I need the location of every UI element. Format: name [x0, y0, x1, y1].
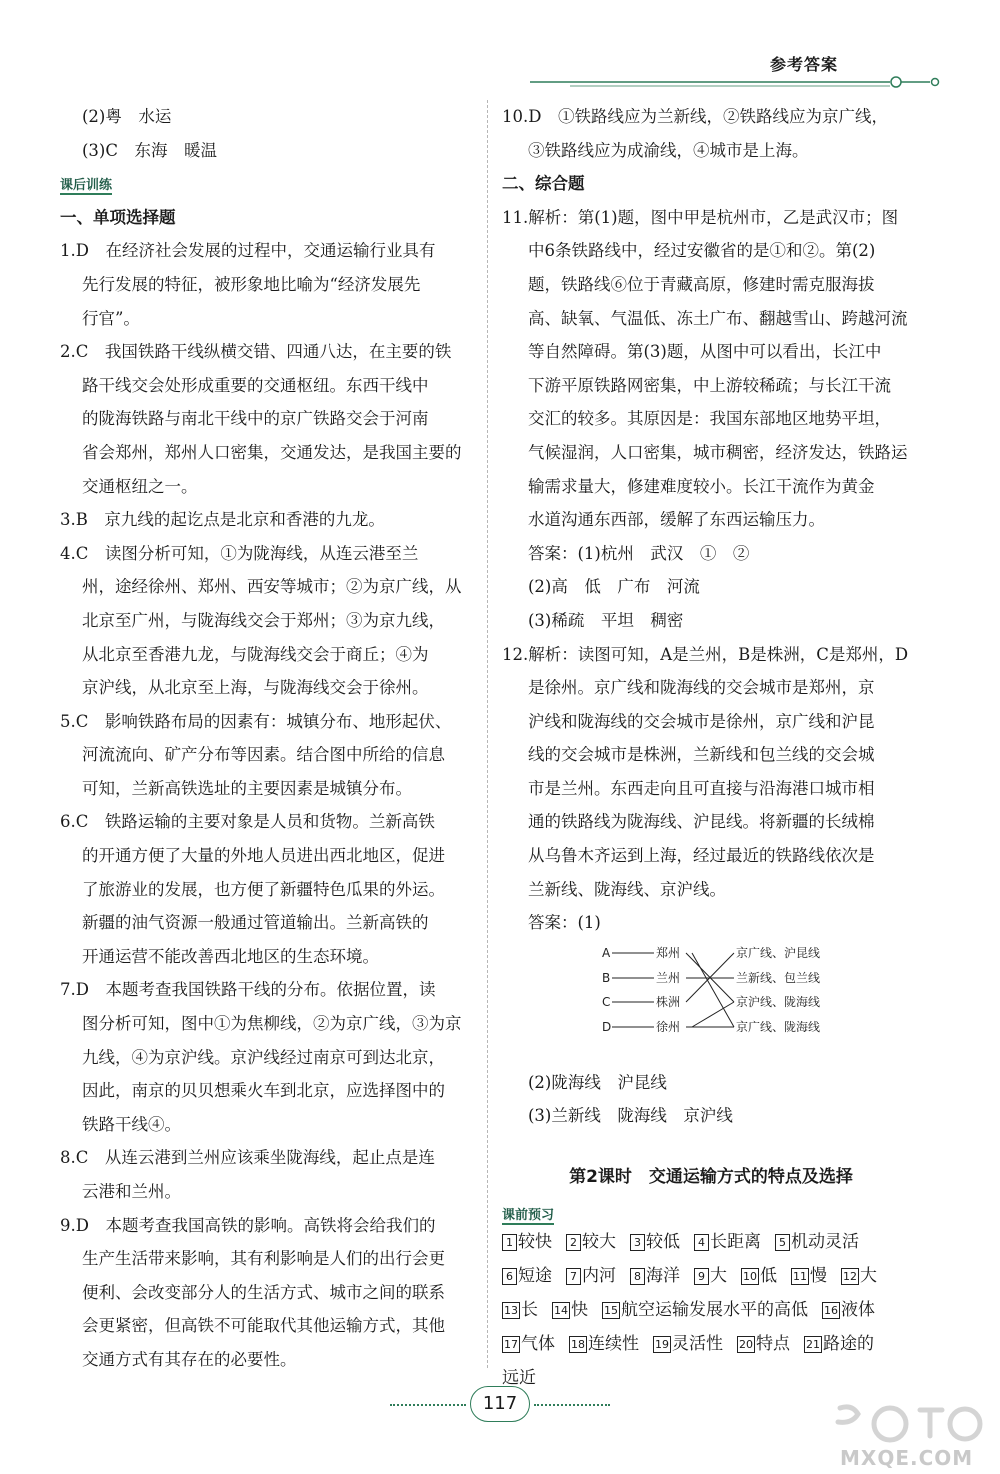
text-line: 从北京至香港九龙，与陇海线交会于商丘；④为 [82, 644, 429, 664]
preview-answer [566, 1266, 616, 1286]
answer-number-box: 10 [743, 1270, 757, 1284]
answer-number-box: 3 [630, 1234, 645, 1251]
preview-answer [502, 1266, 552, 1286]
text-line: 开通运营不能改善西北地区的生态环境。 [82, 946, 379, 966]
preview-answer [694, 1266, 727, 1286]
text-line: 京沪线，从北京至上海，与陇海线交会于徐州。 [82, 678, 429, 698]
text-line: 11.解析：第(1)题，图中甲是杭州市，乙是武汉市；图 [502, 207, 899, 227]
text-line: 了旅游业的发展，也方便了新疆特色瓜果的外运。 [82, 879, 445, 899]
text-line: 交通方式有其存在的必要性。 [82, 1349, 297, 1369]
preview-row [502, 1259, 920, 1293]
preview-row [502, 1327, 920, 1361]
answer-number-box: 6 [502, 1268, 517, 1285]
text-line: 9.D 本题考查我国高铁的影响。高铁将会给我们的 [60, 1215, 436, 1235]
answer-text: 路途的 [823, 1334, 874, 1355]
text-line: (3)稀疏 平坦 稠密 [528, 610, 684, 630]
right-column [502, 100, 920, 1395]
watermark-text: MXQE.COM [840, 1446, 974, 1470]
answer-number-box: 16 [824, 1304, 838, 1318]
answer-number-box: 20 [739, 1338, 753, 1352]
answer-text: 灵活性 [672, 1334, 723, 1355]
diagram-city: 郑州 [656, 945, 681, 960]
preview-answer [841, 1266, 877, 1286]
text-line: 3.B 京九线的起讫点是北京和香港的九龙。 [60, 510, 385, 530]
answer-number-box: 13 [504, 1304, 518, 1318]
text-line: 北京至广州，与陇海线交会于郑州；③为京九线， [82, 610, 445, 630]
diagram-city: 兰州 [656, 970, 681, 985]
preview-answer [552, 1300, 588, 1320]
answer-number-box: 5 [775, 1234, 790, 1251]
text-line: 路干线交会处形成重要的交通枢纽。东西干线中 [82, 375, 429, 395]
answer-text: 气体 [521, 1334, 555, 1355]
text-line: 州，途经徐州、郑州、西安等城市；②为京广线，从 [82, 577, 462, 597]
preview-tail: 远近 [502, 1368, 536, 1389]
preview-answer [630, 1266, 680, 1286]
answer-number-box: 12 [843, 1270, 857, 1284]
right-column-after-diagram [502, 1066, 920, 1133]
page-number-dots-right [534, 1404, 610, 1406]
text-line: 题，铁路线⑥位于青藏高原，修建时需克服海拔 [528, 274, 875, 294]
answer-text: 较低 [646, 1232, 680, 1253]
answer-text: 连续性 [588, 1334, 639, 1355]
match-diagram [502, 940, 920, 1066]
text-line: 新疆的油气资源一般通过管道输出。兰新高铁的 [82, 913, 429, 933]
answer-number-box: 9 [694, 1268, 709, 1285]
preview-answer [502, 1300, 538, 1320]
text-line: 会更紧密，但高铁不可能取代其他运输方式，其他 [82, 1316, 445, 1336]
answer-number-box: 17 [504, 1338, 518, 1352]
answer-text: 长距离 [710, 1232, 761, 1253]
diagram-city: 株洲 [656, 994, 681, 1009]
diagram-line-pair: 京广线、陇海线 [736, 1019, 821, 1034]
text-line: (2)粤 水运 [82, 107, 172, 126]
text-line: 可知，兰新高铁选址的主要因素是城镇分布。 [82, 778, 412, 798]
text-line: 图分析可知，图中①为焦柳线，②为京广线，③为京 [82, 1014, 462, 1034]
answer-text: 大 [860, 1266, 877, 1287]
text-line: 水道沟通东西部，缓解了东西运输压力。 [528, 510, 825, 530]
diagram-line-pair: 京沪线、陇海线 [736, 994, 821, 1009]
text-line: 下游平原铁路网密集，中上游较稀疏；与长江干流 [528, 375, 891, 395]
preview-answer [741, 1266, 777, 1286]
text-line: 12.解析：读图可知，A是兰州，B是株洲，C是郑州，D [502, 644, 909, 664]
answer-text: 短途 [518, 1266, 552, 1287]
answer-text: 航空运输发展水平的高低 [621, 1300, 808, 1321]
diagram-letter: B [602, 970, 611, 985]
text-line: 先行发展的特征，被形象地比喻为“经济发展先 [82, 274, 421, 294]
answer-text: 慢 [810, 1266, 827, 1287]
text-line: ③铁路线应为成渝线，④城市是上海。 [528, 140, 809, 160]
answer-text: 大 [710, 1266, 727, 1287]
preview-answer [502, 1232, 552, 1252]
answer-text: 快 [571, 1300, 588, 1321]
diagram-letter: A [602, 945, 611, 960]
header-decoration [530, 70, 950, 94]
text-line: 河流流向、矿产分布等因素。结合图中所给的信息 [82, 745, 445, 765]
section-subtag: 课前预习 [502, 1201, 554, 1225]
text-line: (2)陇海线 沪昆线 [528, 1072, 667, 1092]
answer-text: 较大 [582, 1232, 616, 1253]
text-line: 气候湿润，人口密集，城市稠密，经济发达，铁路运 [528, 442, 908, 462]
diagram-line-pair: 兰新线、包兰线 [736, 970, 821, 985]
text-line: (3)C 东海 暖温 [82, 140, 217, 160]
left-column [60, 100, 472, 1377]
answer-number-box: 8 [630, 1268, 645, 1285]
section-title: 第2课时 交通运输方式的特点及选择 [569, 1167, 853, 1188]
answer-number-box: 7 [566, 1268, 581, 1285]
text-line: 8.C 从连云港到兰州应该乘坐陇海线，起止点是连 [60, 1148, 435, 1168]
text-line: 九线，④为京沪线。京沪线经过南京可到达北京， [82, 1047, 445, 1067]
answer-number-box: 11 [793, 1270, 807, 1284]
preview-answer [737, 1334, 790, 1354]
text-line: 因此，南京的贝贝想乘火车到北京，应选择图中的 [82, 1081, 445, 1101]
answer-text: 特点 [756, 1334, 790, 1355]
answer-number-box: 4 [694, 1234, 709, 1251]
text-line: 省会郑州，郑州人口密集，交通发达，是我国主要的 [82, 442, 462, 462]
answer-text: 较快 [518, 1232, 552, 1253]
answer-text: 液体 [841, 1300, 875, 1321]
text-line: 5.C 影响铁路布局的因素有：城镇分布、地形起伏、 [60, 711, 452, 731]
text-line: 2.C 我国铁路干线纵横交错、四通八达，在主要的铁 [60, 342, 452, 362]
text-line: (3)兰新线 陇海线 京沪线 [528, 1106, 733, 1126]
text-line: 是徐州。京广线和陇海线的交会城市是郑州，京 [528, 678, 875, 698]
preview-row [502, 1293, 920, 1327]
answer-text: 内河 [582, 1266, 616, 1287]
preview-answer [569, 1334, 639, 1354]
answer-text: 海洋 [646, 1266, 680, 1287]
page-number-dots-left [390, 1404, 466, 1406]
text-line: 交通枢纽之一。 [82, 476, 198, 496]
text-line: 输需求量大，修建难度较小。长江干流作为黄金 [528, 476, 875, 496]
column-divider [487, 100, 488, 1368]
text-line: 生产生活带来影响，其有利影响是人们的出行会更 [82, 1249, 445, 1269]
section-subtag: 课后训练 [60, 171, 112, 195]
preview-answer [566, 1232, 616, 1252]
preview-answer [653, 1334, 723, 1354]
diagram-letter: D [602, 1019, 612, 1034]
preview-answer [775, 1232, 859, 1252]
text-line: 市是兰州。东西走向且可直接与沿海港口城市相 [528, 778, 875, 798]
text-line: 等自然障碍。第(3)题，从图中可以看出，长江中 [528, 342, 882, 362]
answer-text: 长 [521, 1300, 538, 1321]
diagram-letter: C [602, 994, 611, 1009]
text-line: 铁路干线④。 [82, 1114, 181, 1134]
answer-number-box: 2 [566, 1234, 581, 1251]
text-line: 高、缺氧、气温低、冻土广布、翻越雪山、跨越河流 [528, 308, 908, 328]
preview-answer [502, 1334, 555, 1354]
answer-number-box: 21 [806, 1338, 820, 1352]
text-line: 通的铁路线为陇海线、沪昆线。将新疆的长绒棉 [528, 812, 875, 832]
page-header-title: 参考答案 [770, 55, 839, 74]
diagram-city: 徐州 [656, 1019, 681, 1034]
page-number-area [390, 1384, 610, 1424]
text-line: 7.D 本题考查我国铁路干线的分布。依据位置，读 [60, 980, 436, 1000]
answer-number-box: 18 [571, 1338, 585, 1352]
preview-answer [694, 1232, 761, 1252]
text-line: 4.C 读图分析可知，①为陇海线，从连云港至兰 [60, 543, 419, 563]
text-line: 行官”。 [82, 308, 140, 328]
preview-answer [791, 1266, 827, 1286]
answer-number-box: 1 [502, 1234, 517, 1251]
diagram-line-pair: 京广线、沪昆线 [736, 945, 821, 960]
answer-text: 机动灵活 [791, 1232, 859, 1253]
text-line: 的开通方便了大量的外地人员进出西北地区，促进 [82, 846, 445, 866]
text-line: 从乌鲁木齐运到上海，经过最近的铁路线依次是 [528, 846, 875, 866]
preview-answer [804, 1334, 874, 1354]
text-line: (2)高 低 广布 河流 [528, 577, 700, 597]
preview-answer [630, 1232, 680, 1252]
answer-text: 低 [760, 1266, 777, 1287]
preview-answer [602, 1300, 808, 1320]
section-heading: 二、综合题 [502, 174, 585, 194]
text-line: 的陇海铁路与南北干线中的京广铁路交会于河南 [82, 409, 429, 429]
preview-answers [502, 1225, 920, 1361]
preview-row [502, 1225, 920, 1259]
section-heading: 一、单项选择题 [60, 207, 176, 227]
text-line: 线的交会城市是株洲，兰新线和包兰线的交会城 [528, 745, 875, 765]
text-line: 云港和兰州。 [82, 1182, 181, 1201]
text-line: 6.C 铁路运输的主要对象是人员和货物。兰新高铁 [60, 812, 435, 832]
text-line: 交汇的较多。其原因是：我国东部地区地势平坦， [528, 409, 891, 429]
page-number: 117 [470, 1386, 530, 1422]
answer-number-box: 15 [604, 1304, 618, 1318]
text-line: 10.D ①铁路线应为兰新线，②铁路线应为京广线， [502, 107, 888, 126]
text-line: 便利、会改变部分人的生活方式、城市之间的联系 [82, 1282, 445, 1302]
right-column-answers [502, 100, 920, 940]
text-line: 答案：(1) [528, 913, 601, 933]
answer-number-box: 14 [554, 1304, 568, 1318]
preview-answer [822, 1300, 875, 1320]
text-line: 沪线和陇海线的交会城市是徐州，京广线和沪昆 [528, 711, 875, 731]
text-line: 中6条铁路线中，经过安徽省的是①和②。第(2) [528, 241, 876, 261]
text-line: 答案：(1)杭州 武汉 ① ② [528, 543, 750, 563]
answer-number-box: 19 [655, 1338, 669, 1352]
text-line: 1.D 在经济社会发展的过程中，交通运输行业具有 [60, 241, 436, 261]
text-line: 兰新线、陇海线、京沪线。 [528, 879, 726, 899]
